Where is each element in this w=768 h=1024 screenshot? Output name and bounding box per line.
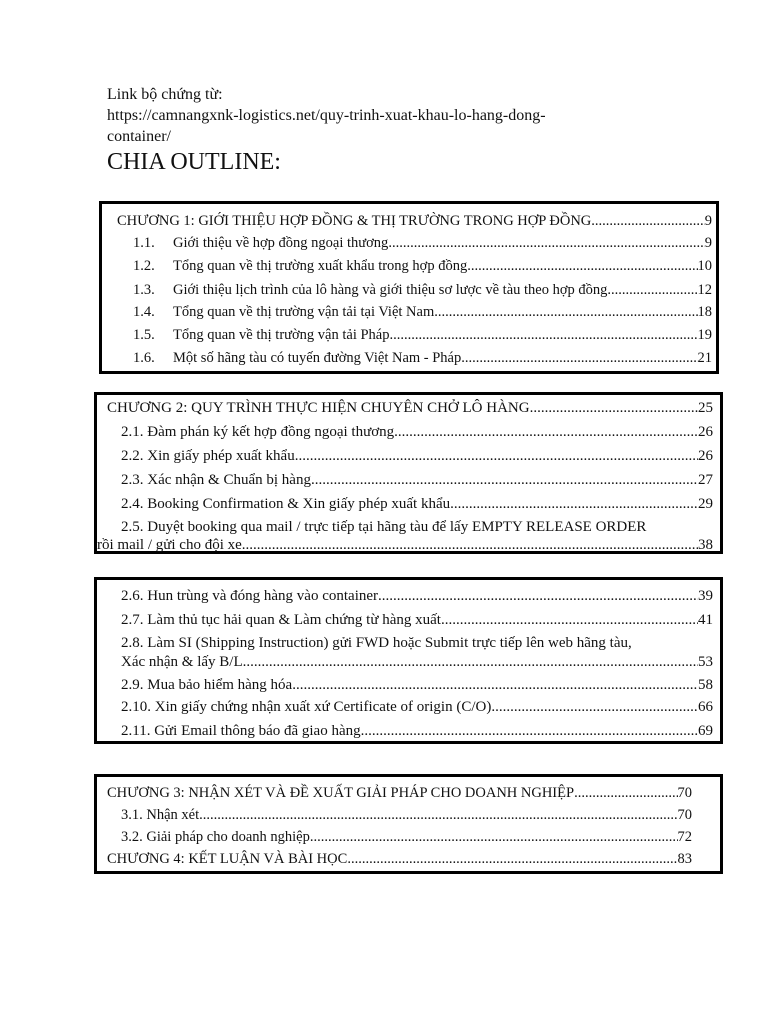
toc-leader xyxy=(388,235,704,252)
toc-page-number: 12 xyxy=(697,282,712,298)
toc-leader xyxy=(295,448,698,465)
toc-page-number: 41 xyxy=(698,612,713,628)
toc-item-1-2[interactable]: 1.2. Tổng quan về thị trường xuất khẩu trong hợp đồng ..... 10 xyxy=(133,258,712,278)
toc-item-number: 1.4. xyxy=(133,304,155,320)
toc-chapter-2[interactable]: CHƯƠNG 2: QUY TRÌNH THỰC HIỆN CHUYÊN CHỞ LÔ HÀNG ..... 25 xyxy=(107,400,713,420)
toc-page-number: 69 xyxy=(698,723,713,739)
toc-page-number: 58 xyxy=(698,677,713,693)
toc-item-2-8-line-2[interactable]: Xác nhận & lấy B/L ..... 53 xyxy=(121,654,713,674)
toc-leader xyxy=(591,213,704,230)
toc-page-number: 83 xyxy=(677,851,692,867)
toc-page-number: 29 xyxy=(698,496,713,512)
toc-item-1-1[interactable]: 1.1. Giới thiệu về hợp đồng ngoại thương ..... 9 xyxy=(133,235,712,255)
toc-item-number: 1.6. xyxy=(133,350,155,366)
toc-item-2-3[interactable]: 2.3. Xác nhận & Chuẩn bị hàng ..... 27 xyxy=(121,472,713,492)
toc-page-number: 26 xyxy=(698,448,713,464)
toc-leader xyxy=(530,400,698,417)
toc-item-1-3[interactable]: 1.3. Giới thiệu lịch trình của lô hàng và giới thiệu sơ lược về tàu theo hợp đồng ..... 12 xyxy=(133,282,712,302)
toc-page-number: 26 xyxy=(698,424,713,440)
toc-page-number: 72 xyxy=(677,829,692,845)
toc-box-chapters-3-4 xyxy=(94,774,723,874)
toc-page-number: 9 xyxy=(704,213,712,229)
link-label: Link bộ chứng từ: xyxy=(107,86,223,103)
toc-page-number: 53 xyxy=(698,654,713,670)
toc-leader xyxy=(434,304,697,321)
toc-chapter-4[interactable]: CHƯƠNG 4: KẾT LUẬN VÀ BÀI HỌC ..... 83 xyxy=(107,851,692,871)
toc-leader xyxy=(441,612,698,629)
toc-leader xyxy=(292,677,698,694)
toc-page-number: 9 xyxy=(704,235,712,251)
toc-page-number: 25 xyxy=(698,400,713,416)
toc-page-number: 18 xyxy=(697,304,712,320)
toc-leader xyxy=(607,282,697,299)
toc-item-2-4[interactable]: 2.4. Booking Confirmation & Xin giấy phép xuất khẩu ..... 29 xyxy=(121,496,713,516)
toc-leader xyxy=(243,654,698,671)
toc-page-number: 39 xyxy=(698,588,713,604)
toc-item-number: 1.2. xyxy=(133,258,155,274)
toc-page-number: 70 xyxy=(677,807,692,823)
toc-leader xyxy=(467,258,697,275)
toc-leader xyxy=(461,350,697,367)
page-title: CHIA OUTLINE: xyxy=(107,149,281,175)
toc-item-2-7[interactable]: 2.7. Làm thủ tục hải quan & Làm chứng từ hàng xuất ..... 41 xyxy=(121,612,713,632)
toc-page-number: 19 xyxy=(697,327,712,343)
toc-item-number: 1.5. xyxy=(133,327,155,343)
toc-item-2-5-line-1[interactable]: 2.5. Duyệt booking qua mail / trực tiếp tại hãng tàu để lấy EMPTY RELEASE ORDER xyxy=(121,519,647,535)
toc-page-number: 70 xyxy=(677,785,692,801)
toc-leader xyxy=(311,472,698,489)
source-url-line-2[interactable]: container/ xyxy=(107,128,171,145)
document-header xyxy=(107,84,667,176)
toc-item-1-6[interactable]: 1.6. Một số hãng tàu có tuyến đường Việt Nam - Pháp ..... 21 xyxy=(133,350,712,370)
toc-item-2-10[interactable]: 2.10. Xin giấy chứng nhận xuất xứ Certificate of origin (C/O) ..... 66 xyxy=(121,699,713,719)
toc-leader xyxy=(310,829,678,846)
toc-leader xyxy=(394,424,698,441)
toc-box-chapter-2-continued xyxy=(94,577,723,744)
toc-leader xyxy=(361,723,698,740)
toc-page-number: 27 xyxy=(698,472,713,488)
toc-page-number: 10 xyxy=(697,258,712,274)
toc-leader xyxy=(199,807,677,824)
toc-leader xyxy=(450,496,698,513)
toc-item-2-1[interactable]: 2.1. Đàm phán ký kết hợp đồng ngoại thương ..... 26 xyxy=(121,424,713,444)
toc-item-1-4[interactable]: 1.4. Tổng quan về thị trường vận tải tại Việt Nam ..... 18 xyxy=(133,304,712,324)
toc-leader xyxy=(378,588,698,605)
toc-leader xyxy=(491,699,698,716)
toc-leader xyxy=(347,851,677,868)
toc-item-2-11[interactable]: 2.11. Gửi Email thông báo đã giao hàng ..... 69 xyxy=(121,723,713,743)
toc-item-3-1[interactable]: 3.1. Nhận xét ..... 70 xyxy=(121,807,692,827)
toc-item-2-5-line-2[interactable]: rồi mail / gửi cho đội xe ..... 38 xyxy=(97,537,713,557)
toc-page-number: 66 xyxy=(698,699,713,715)
toc-page-number: 21 xyxy=(697,350,712,366)
source-url-line-1[interactable]: https://camnangxnk-logistics.net/quy-trinh-xuat-khau-lo-hang-dong- xyxy=(107,107,546,124)
toc-box-chapter-1 xyxy=(99,201,719,374)
toc-item-1-5[interactable]: 1.5. Tổng quan về thị trường vận tải Pháp ..... 19 xyxy=(133,327,712,347)
toc-item-2-2[interactable]: 2.2. Xin giấy phép xuất khẩu ..... 26 xyxy=(121,448,713,468)
toc-leader xyxy=(574,785,677,802)
toc-box-chapter-2 xyxy=(94,392,723,554)
toc-chapter-1[interactable]: CHƯƠNG 1: GIỚI THIỆU HỢP ĐỒNG & THỊ TRƯỜNG TRONG HỢP ĐỒNG ..... 9 xyxy=(117,213,712,233)
toc-item-number: 1.1. xyxy=(133,235,155,251)
toc-item-2-6[interactable]: 2.6. Hun trùng và đóng hàng vào container ..... 39 xyxy=(121,588,713,608)
toc-page-number: 38 xyxy=(698,537,713,553)
toc-leader xyxy=(389,327,697,344)
toc-item-number: 1.3. xyxy=(133,282,155,298)
toc-leader xyxy=(242,537,698,554)
toc-chapter-3[interactable]: CHƯƠNG 3: NHẬN XÉT VÀ ĐỀ XUẤT GIẢI PHÁP CHO DOANH NGHIỆP ..... 70 xyxy=(107,785,692,805)
toc-item-3-2[interactable]: 3.2. Giải pháp cho doanh nghiệp ..... 72 xyxy=(121,829,692,849)
toc-item-2-8-line-1[interactable]: 2.8. Làm SI (Shipping Instruction) gửi FWD hoặc Submit trực tiếp lên web hãng tàu, xyxy=(121,635,632,651)
toc-item-2-9[interactable]: 2.9. Mua bảo hiểm hàng hóa ..... 58 xyxy=(121,677,713,697)
